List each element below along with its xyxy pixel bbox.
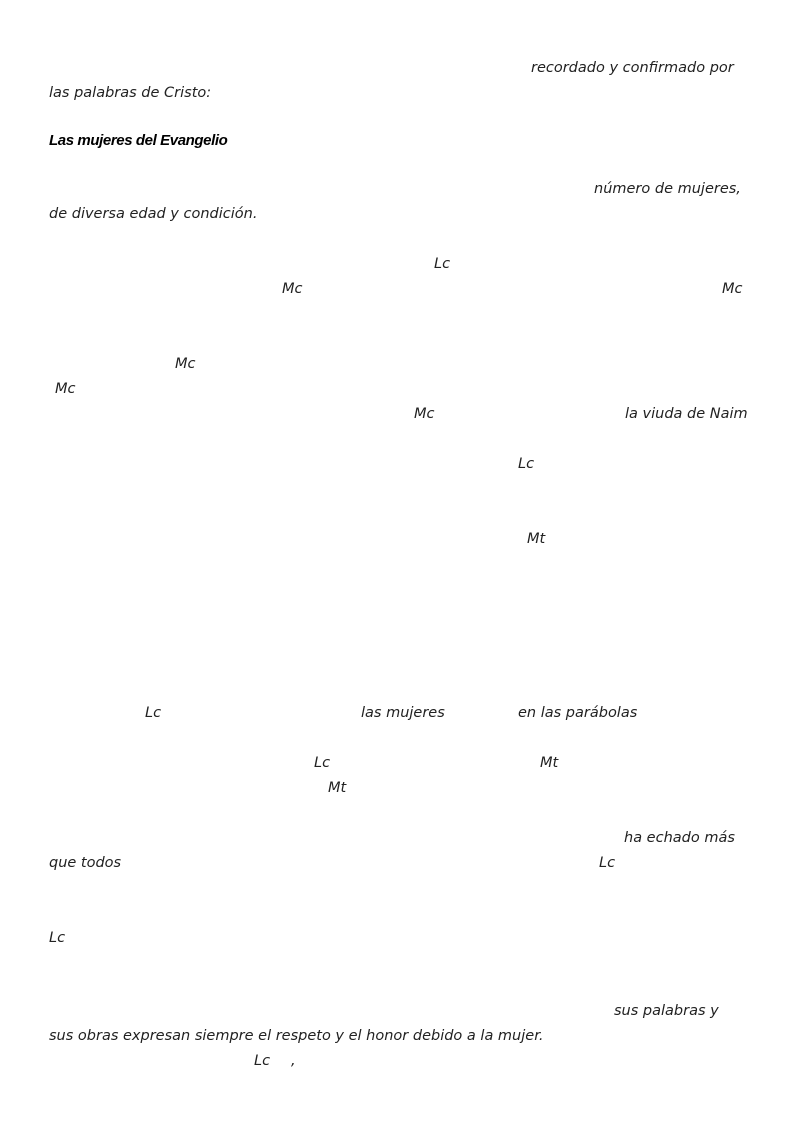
- gospel-reference: Lc: [518, 456, 535, 472]
- intro-line1-fragment: recordado y confirmado por: [531, 60, 734, 76]
- gospel-reference: Lc: [314, 755, 331, 771]
- gospel-reference: Lc: [49, 930, 66, 946]
- gospel-reference: Mt: [328, 780, 347, 796]
- phrase-las-mujeres: las mujeres: [361, 705, 445, 721]
- gospel-reference: Mc: [175, 356, 196, 372]
- gospel-reference: Mt: [540, 755, 559, 771]
- intro-line2-fragment: las palabras de Cristo:: [49, 85, 212, 101]
- gospel-reference: Mc: [414, 406, 435, 422]
- phrase-ha-echado: ha echado más: [624, 830, 735, 846]
- gospel-reference: Mc: [55, 381, 76, 397]
- gospel-reference: Lc: [254, 1053, 271, 1069]
- phrase-sus-obras: sus obras expresan siempre el respeto y el honor debido a la mujer.: [49, 1028, 544, 1044]
- gospel-reference: Lc: [145, 705, 162, 721]
- comma-mark: ,: [291, 1053, 296, 1069]
- paragraph1-line2-fragment: de diversa edad y condición.: [49, 206, 258, 222]
- gospel-reference: Lc: [599, 855, 616, 871]
- gospel-reference: Lc: [434, 256, 451, 272]
- phrase-que-todos: que todos: [49, 855, 122, 871]
- phrase-parabolas: en las parábolas: [518, 705, 638, 721]
- gospel-reference: Mc: [282, 281, 303, 297]
- section-heading: Las mujeres del Evangelio: [49, 132, 228, 149]
- phrase-sus-palabras: sus palabras y: [614, 1003, 719, 1019]
- gospel-reference: Mt: [527, 531, 546, 547]
- phrase-viuda-naim: la viuda de Naim: [625, 406, 748, 422]
- gospel-reference: Mc: [722, 281, 743, 297]
- paragraph1-line1-fragment: número de mujeres,: [594, 181, 741, 197]
